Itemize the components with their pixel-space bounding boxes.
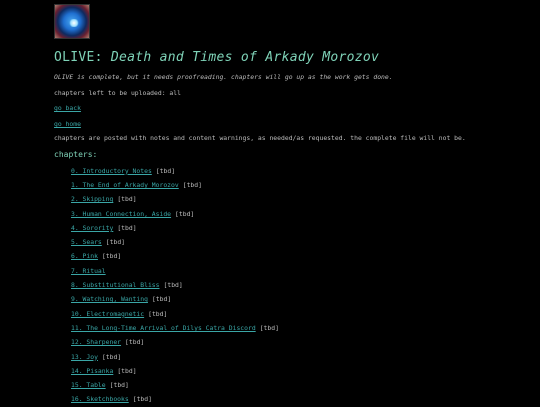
list-item [71,192,484,206]
list-item [71,378,484,392]
chapter-status: [tbd] [105,238,126,247]
list-item [71,306,484,320]
chapter-status: [tbd] [151,295,172,304]
list-item [71,321,484,335]
chapter-link[interactable]: 12. Sharpener [71,338,122,347]
chapter-status: [tbd] [109,381,129,390]
chapter-status: [tbd] [117,195,137,204]
chapter-link[interactable]: 13. Joy [71,352,98,361]
list-item [71,206,484,220]
chapter-status: [tbd] [125,338,145,347]
chapter-status: [tbd] [117,223,137,232]
list-item [71,392,484,406]
list-item [71,264,484,278]
chapter-link[interactable]: 6. Pink [71,252,98,261]
chapter-link[interactable]: 11. The Long-Time Arrival of Dilys Catra Discord [71,323,256,332]
list-item [71,235,484,249]
intro-text: OLIVE is complete, but it needs proofreading. chapters will go up as the work gets done. [54,73,393,81]
chapter-link[interactable]: 16. Sketchbooks [71,395,129,404]
chapter-status: [tbd] [101,252,122,261]
title-prefix: OLIVE: [54,50,103,65]
list-item [71,249,484,263]
chapter-status: [tbd] [101,352,122,361]
chapter-link[interactable]: 8. Substitutional Bliss [71,281,160,290]
chapter-status: [tbd] [132,395,152,404]
page-title [54,50,484,65]
chapter-status: [tbd] [148,309,168,318]
chapter-status: [tbd] [175,209,195,218]
blue-orb-logo-icon [54,4,90,39]
go-home-link[interactable]: go home [54,120,81,128]
chapter-status: [tbd] [163,281,183,290]
content-warning-note: chapters are posted with notes and content warnings, as needed/as requested. the complete file will not be. [54,134,466,142]
chapter-status: [tbd] [155,166,176,175]
title-italic: Death and Times of Arkady Morozov [110,50,380,65]
chapter-link[interactable]: 14. Pisanka [71,366,114,375]
chapter-link[interactable]: 7. Ritual [71,266,106,275]
chapters-left-text: chapters left to be uploaded: all [54,89,181,97]
chapter-link[interactable]: 5. Sears [71,238,102,247]
sparkle-icon [69,19,79,27]
chapter-link[interactable]: 10. Electromagnetic [71,309,145,318]
list-item [71,178,484,192]
list-item [71,335,484,349]
chapter-link[interactable]: 4. Sorority [71,223,114,232]
list-item [71,164,484,178]
chapter-link[interactable]: 1. The End of Arkady Morozov [71,180,179,189]
chapter-list [71,164,484,407]
chapters-heading: chapters: [54,149,98,159]
list-item [71,349,484,363]
list-item [71,364,484,378]
chapter-status: [tbd] [182,180,202,189]
page-content [54,4,484,407]
chapter-link[interactable]: 3. Human Connection, Aside [71,209,172,218]
chapter-link[interactable]: 15. Table [71,381,106,390]
chapter-link[interactable]: 0. Introductory Notes [71,166,152,175]
chapter-link[interactable]: 9. Watching, Wanting [71,295,148,304]
chapter-status: [tbd] [117,366,137,375]
chapter-status: [tbd] [259,323,279,332]
list-item [71,221,484,235]
chapter-link[interactable]: 2. Skipping [71,195,114,204]
list-item [71,278,484,292]
list-item [71,292,484,306]
go-back-link[interactable]: go back [54,104,81,112]
